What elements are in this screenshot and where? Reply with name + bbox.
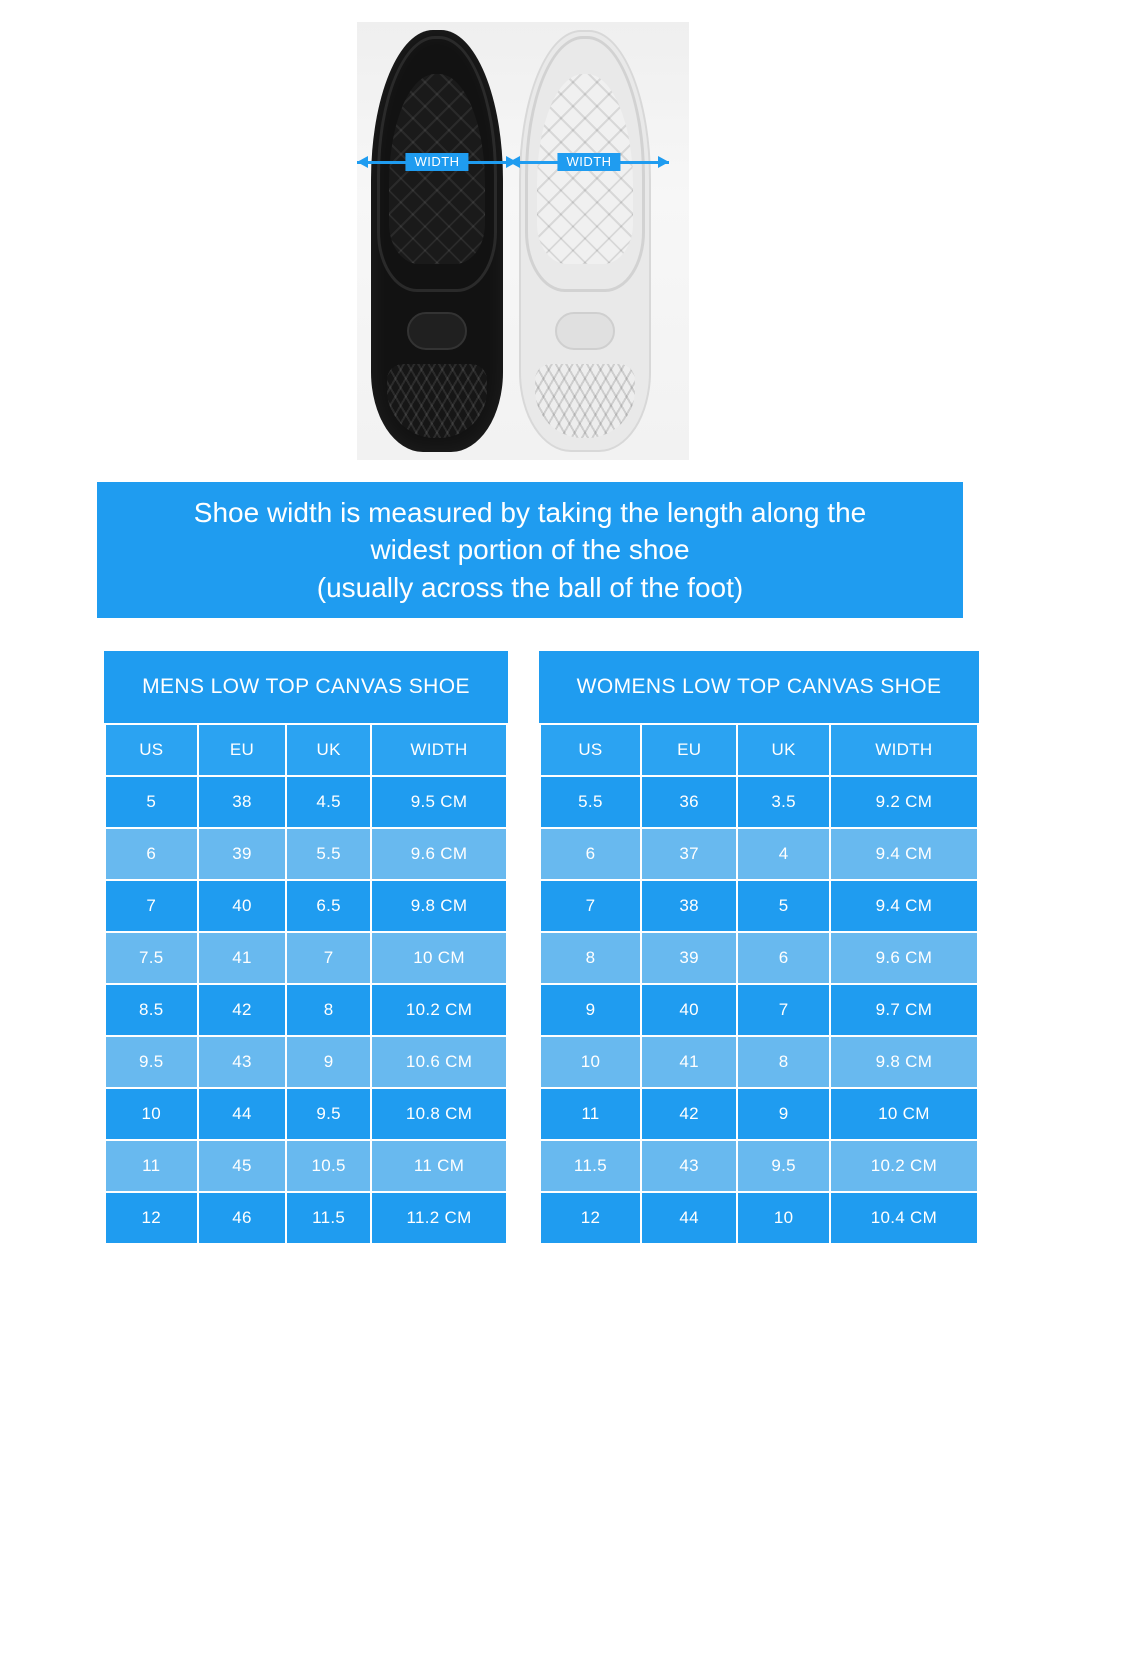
cell-uk: 10 [738, 1193, 828, 1243]
cell-uk: 11.5 [287, 1193, 370, 1243]
table-header-row [106, 725, 506, 775]
column-header-eu: EU [642, 725, 737, 775]
column-header-width: WIDTH [372, 725, 506, 775]
cell-eu: 43 [199, 1037, 286, 1087]
cell-width: 9.6 CM [831, 933, 977, 983]
cell-width: 10 CM [372, 933, 506, 983]
column-header-uk: UK [287, 725, 370, 775]
cell-uk: 4 [738, 829, 828, 879]
cell-width: 9.6 CM [372, 829, 506, 879]
cell-eu: 40 [642, 985, 737, 1035]
banner-line-3: (usually across the ball of the foot) [316, 571, 744, 603]
cell-width: 10.2 CM [831, 1141, 977, 1191]
cell-us: 11 [106, 1141, 197, 1191]
width-measure-arrow-left [357, 151, 517, 173]
table-row [541, 777, 977, 827]
table-row [106, 1037, 506, 1087]
cell-uk: 8 [287, 985, 370, 1035]
table-row [541, 1037, 977, 1087]
column-header-uk: UK [738, 725, 828, 775]
cell-eu: 45 [199, 1141, 286, 1191]
mens-table-title: MENS LOW TOP CANVAS SHOE [104, 651, 508, 723]
sole-logo-oval [407, 312, 467, 350]
cell-us: 8.5 [106, 985, 197, 1035]
cell-width: 9.5 CM [372, 777, 506, 827]
column-header-us: US [541, 725, 640, 775]
cell-eu: 42 [199, 985, 286, 1035]
cell-eu: 40 [199, 881, 286, 931]
cell-eu: 44 [642, 1193, 737, 1243]
cell-width: 11 CM [372, 1141, 506, 1191]
banner-line-1: Shoe width is measured by taking the length along the [193, 497, 867, 529]
cell-us: 5.5 [541, 777, 640, 827]
cell-eu: 42 [642, 1089, 737, 1139]
cell-uk: 9.5 [287, 1089, 370, 1139]
cell-us: 12 [541, 1193, 640, 1243]
cell-uk: 6 [738, 933, 828, 983]
black-shoe-sole [371, 30, 503, 452]
womens-table-title: WOMENS LOW TOP CANVAS SHOE [539, 651, 979, 723]
cell-us: 6 [106, 829, 197, 879]
cell-width: 9.8 CM [372, 881, 506, 931]
cell-width: 9.4 CM [831, 881, 977, 931]
cell-uk: 9 [287, 1037, 370, 1087]
cell-eu: 43 [642, 1141, 737, 1191]
cell-uk: 7 [287, 933, 370, 983]
column-header-width: WIDTH [831, 725, 977, 775]
cell-width: 10.8 CM [372, 1089, 506, 1139]
cell-uk: 9.5 [738, 1141, 828, 1191]
banner-line-2: widest portion of the shoe [370, 534, 690, 566]
cell-width: 10.4 CM [831, 1193, 977, 1243]
table-row [106, 881, 506, 931]
width-label-left: WIDTH [405, 153, 468, 172]
size-tables-container [104, 651, 1044, 1245]
table-row [541, 985, 977, 1035]
table-row [541, 933, 977, 983]
mens-size-table [104, 651, 508, 1245]
cell-uk: 8 [738, 1037, 828, 1087]
illustration-background [357, 22, 689, 460]
cell-uk: 6.5 [287, 881, 370, 931]
sole-logo-oval [555, 312, 615, 350]
cell-eu: 41 [199, 933, 286, 983]
cell-width: 9.2 CM [831, 777, 977, 827]
mens-size-grid [104, 723, 508, 1245]
table-header-row [541, 725, 977, 775]
cell-width: 9.4 CM [831, 829, 977, 879]
cell-us: 6 [541, 829, 640, 879]
cell-eu: 39 [199, 829, 286, 879]
table-row [541, 1141, 977, 1191]
cell-eu: 41 [642, 1037, 737, 1087]
cell-width: 11.2 CM [372, 1193, 506, 1243]
table-row [541, 1193, 977, 1243]
cell-uk: 4.5 [287, 777, 370, 827]
cell-uk: 7 [738, 985, 828, 1035]
cell-us: 9 [541, 985, 640, 1035]
white-shoe-sole [519, 30, 651, 452]
measurement-info-banner [97, 482, 963, 618]
cell-us: 11 [541, 1089, 640, 1139]
womens-size-table [539, 651, 979, 1245]
shoe-sole-illustration [357, 22, 689, 460]
banner-text [194, 494, 866, 606]
cell-us: 12 [106, 1193, 197, 1243]
cell-width: 10 CM [831, 1089, 977, 1139]
cell-us: 11.5 [541, 1141, 640, 1191]
table-row [541, 829, 977, 879]
table-row [106, 1193, 506, 1243]
cell-uk: 3.5 [738, 777, 828, 827]
cell-eu: 38 [642, 881, 737, 931]
cell-eu: 44 [199, 1089, 286, 1139]
cell-width: 9.7 CM [831, 985, 977, 1035]
cell-eu: 37 [642, 829, 737, 879]
cell-us: 8 [541, 933, 640, 983]
cell-eu: 39 [642, 933, 737, 983]
cell-uk: 5 [738, 881, 828, 931]
table-row [106, 777, 506, 827]
cell-width: 9.8 CM [831, 1037, 977, 1087]
cell-us: 7 [106, 881, 197, 931]
cell-eu: 38 [199, 777, 286, 827]
column-header-eu: EU [199, 725, 286, 775]
cell-eu: 46 [199, 1193, 286, 1243]
womens-size-grid [539, 723, 979, 1245]
cell-us: 9.5 [106, 1037, 197, 1087]
cell-us: 10 [106, 1089, 197, 1139]
cell-width: 10.2 CM [372, 985, 506, 1035]
column-header-us: US [106, 725, 197, 775]
width-label-right: WIDTH [557, 153, 620, 172]
cell-uk: 9 [738, 1089, 828, 1139]
cell-us: 5 [106, 777, 197, 827]
cell-us: 10 [541, 1037, 640, 1087]
table-row [106, 985, 506, 1035]
cell-eu: 36 [642, 777, 737, 827]
table-row [106, 1141, 506, 1191]
cell-uk: 10.5 [287, 1141, 370, 1191]
cell-uk: 5.5 [287, 829, 370, 879]
cell-us: 7.5 [106, 933, 197, 983]
table-row [106, 829, 506, 879]
table-row [106, 1089, 506, 1139]
table-row [541, 881, 977, 931]
cell-us: 7 [541, 881, 640, 931]
table-row [106, 933, 506, 983]
width-measure-arrow-right [509, 151, 669, 173]
table-row [541, 1089, 977, 1139]
cell-width: 10.6 CM [372, 1037, 506, 1087]
